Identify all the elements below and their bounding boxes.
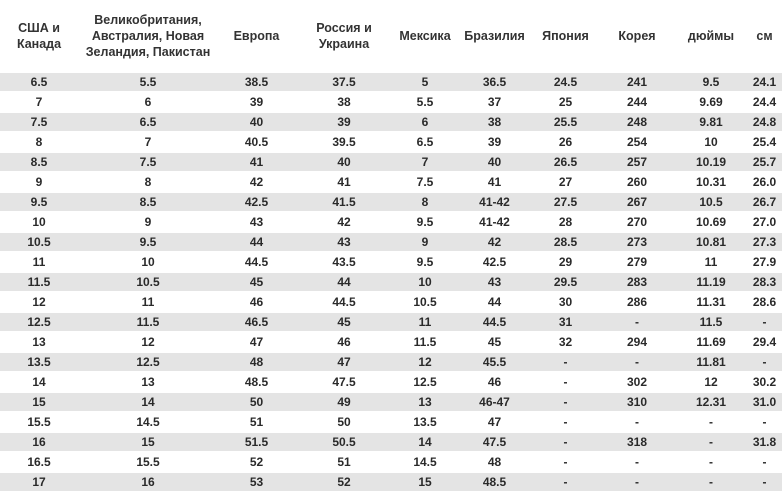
cell-mexico: 12: [393, 352, 457, 372]
cell-usa-canada: 9: [0, 172, 78, 192]
cell-uk: 11.5: [78, 312, 218, 332]
cell-usa-canada: 10.5: [0, 232, 78, 252]
header-japan: Япония: [532, 0, 599, 72]
cell-europe: 39: [218, 92, 295, 112]
cell-korea: -: [599, 412, 675, 432]
cell-europe: 51.5: [218, 432, 295, 452]
cell-mexico: 6: [393, 112, 457, 132]
cell-russia-ukraine: 43.5: [295, 252, 393, 272]
cell-cm: 27.3: [747, 232, 782, 252]
table-row: [0, 312, 782, 332]
cell-korea: 244: [599, 92, 675, 112]
cell-japan: 26: [532, 132, 599, 152]
cell-uk: 5.5: [78, 72, 218, 92]
table-row: [0, 432, 782, 452]
table-row: [0, 332, 782, 352]
cell-inches: 11.19: [675, 272, 747, 292]
cell-mexico: 9.5: [393, 252, 457, 272]
table-row: [0, 452, 782, 472]
cell-korea: 260: [599, 172, 675, 192]
cell-inches: 9.81: [675, 112, 747, 132]
cell-mexico: 14.5: [393, 452, 457, 472]
cell-uk: 6.5: [78, 112, 218, 132]
header-inches: дюймы: [675, 0, 747, 72]
cell-japan: 31: [532, 312, 599, 332]
cell-korea: 302: [599, 372, 675, 392]
cell-korea: 318: [599, 432, 675, 452]
cell-usa-canada: 17: [0, 472, 78, 491]
cell-inches: 9.5: [675, 72, 747, 92]
table-row: [0, 292, 782, 312]
cell-brazil: 48.5: [457, 472, 532, 491]
cell-japan: -: [532, 432, 599, 452]
cell-usa-canada: 6.5: [0, 72, 78, 92]
cell-cm: 24.4: [747, 92, 782, 112]
cell-uk: 16: [78, 472, 218, 491]
header-europe: Европа: [218, 0, 295, 72]
cell-inches: 12.31: [675, 392, 747, 412]
cell-uk: 15: [78, 432, 218, 452]
cell-usa-canada: 11.5: [0, 272, 78, 292]
header-mexico: Мексика: [393, 0, 457, 72]
cell-mexico: 5.5: [393, 92, 457, 112]
table-row: [0, 192, 782, 212]
cell-usa-canada: 14: [0, 372, 78, 392]
cell-russia-ukraine: 37.5: [295, 72, 393, 92]
table-header: [0, 0, 782, 72]
cell-japan: 26.5: [532, 152, 599, 172]
cell-europe: 45: [218, 272, 295, 292]
cell-brazil: 39: [457, 132, 532, 152]
cell-inches: -: [675, 452, 747, 472]
cell-mexico: 11: [393, 312, 457, 332]
cell-cm: 25.4: [747, 132, 782, 152]
cell-cm: 27.9: [747, 252, 782, 272]
cell-japan: -: [532, 392, 599, 412]
cell-usa-canada: 13.5: [0, 352, 78, 372]
cell-brazil: 46: [457, 372, 532, 392]
header-brazil: Бразилия: [457, 0, 532, 72]
cell-uk: 8.5: [78, 192, 218, 212]
cell-inches: 10.69: [675, 212, 747, 232]
cell-mexico: 14: [393, 432, 457, 452]
table-row: [0, 152, 782, 172]
header-usa-canada: США и Канада: [0, 0, 78, 72]
cell-korea: -: [599, 352, 675, 372]
cell-europe: 53: [218, 472, 295, 491]
cell-japan: 25.5: [532, 112, 599, 132]
header-korea: Корея: [599, 0, 675, 72]
cell-cm: 29.4: [747, 332, 782, 352]
cell-inches: -: [675, 412, 747, 432]
cell-japan: 32: [532, 332, 599, 352]
cell-europe: 42.5: [218, 192, 295, 212]
header-uk-australia-nz-pakistan: Великобритания, Австралия, Новая Зеландия, Пакистан: [78, 0, 218, 72]
cell-inches: 11: [675, 252, 747, 272]
cell-europe: 41: [218, 152, 295, 172]
cell-usa-canada: 8: [0, 132, 78, 152]
cell-russia-ukraine: 51: [295, 452, 393, 472]
cell-uk: 6: [78, 92, 218, 112]
cell-inches: -: [675, 472, 747, 491]
cell-europe: 40: [218, 112, 295, 132]
cell-mexico: 10.5: [393, 292, 457, 312]
cell-brazil: 45: [457, 332, 532, 352]
cell-cm: -: [747, 312, 782, 332]
table-row: [0, 72, 782, 92]
cell-inches: 10.31: [675, 172, 747, 192]
cell-europe: 46: [218, 292, 295, 312]
cell-uk: 11: [78, 292, 218, 312]
cell-japan: -: [532, 472, 599, 491]
cell-cm: -: [747, 472, 782, 491]
cell-inches: -: [675, 432, 747, 452]
cell-europe: 40.5: [218, 132, 295, 152]
cell-mexico: 5: [393, 72, 457, 92]
cell-korea: 273: [599, 232, 675, 252]
cell-inches: 11.31: [675, 292, 747, 312]
cell-cm: 28.6: [747, 292, 782, 312]
cell-korea: 267: [599, 192, 675, 212]
header-row: [0, 0, 782, 72]
cell-brazil: 48: [457, 452, 532, 472]
cell-korea: -: [599, 312, 675, 332]
cell-mexico: 6.5: [393, 132, 457, 152]
cell-brazil: 47: [457, 412, 532, 432]
cell-japan: -: [532, 452, 599, 472]
cell-cm: 24.1: [747, 72, 782, 92]
cell-korea: 257: [599, 152, 675, 172]
cell-cm: 25.7: [747, 152, 782, 172]
cell-russia-ukraine: 46: [295, 332, 393, 352]
cell-mexico: 11.5: [393, 332, 457, 352]
cell-inches: 12: [675, 372, 747, 392]
cell-japan: 29.5: [532, 272, 599, 292]
table-row: [0, 272, 782, 292]
cell-mexico: 7: [393, 152, 457, 172]
table-row: [0, 212, 782, 232]
cell-korea: -: [599, 452, 675, 472]
header-russia-ukraine: Россия и Украина: [295, 0, 393, 72]
cell-brazil: 45.5: [457, 352, 532, 372]
cell-europe: 51: [218, 412, 295, 432]
cell-brazil: 42: [457, 232, 532, 252]
cell-japan: -: [532, 372, 599, 392]
cell-japan: -: [532, 412, 599, 432]
cell-uk: 12.5: [78, 352, 218, 372]
table-row: [0, 132, 782, 152]
cell-europe: 43: [218, 212, 295, 232]
cell-uk: 9.5: [78, 232, 218, 252]
table-row: [0, 472, 782, 491]
table-row: [0, 92, 782, 112]
cell-inches: 10: [675, 132, 747, 152]
cell-uk: 8: [78, 172, 218, 192]
cell-uk: 15.5: [78, 452, 218, 472]
cell-korea: 241: [599, 72, 675, 92]
cell-russia-ukraine: 44: [295, 272, 393, 292]
cell-uk: 10.5: [78, 272, 218, 292]
cell-cm: 28.3: [747, 272, 782, 292]
cell-brazil: 47.5: [457, 432, 532, 452]
table-body: [0, 72, 782, 491]
cell-cm: 26.7: [747, 192, 782, 212]
cell-cm: -: [747, 412, 782, 432]
cell-korea: 254: [599, 132, 675, 152]
cell-europe: 44: [218, 232, 295, 252]
cell-europe: 52: [218, 452, 295, 472]
cell-europe: 48: [218, 352, 295, 372]
cell-usa-canada: 10: [0, 212, 78, 232]
cell-usa-canada: 11: [0, 252, 78, 272]
cell-japan: -: [532, 352, 599, 372]
cell-korea: 283: [599, 272, 675, 292]
cell-russia-ukraine: 50: [295, 412, 393, 432]
cell-mexico: 7.5: [393, 172, 457, 192]
cell-russia-ukraine: 41.5: [295, 192, 393, 212]
cell-cm: 30.2: [747, 372, 782, 392]
cell-russia-ukraine: 49: [295, 392, 393, 412]
cell-brazil: 43: [457, 272, 532, 292]
cell-inches: 9.69: [675, 92, 747, 112]
cell-europe: 47: [218, 332, 295, 352]
cell-europe: 42: [218, 172, 295, 192]
cell-japan: 29: [532, 252, 599, 272]
cell-usa-canada: 13: [0, 332, 78, 352]
cell-usa-canada: 7: [0, 92, 78, 112]
cell-brazil: 44: [457, 292, 532, 312]
cell-brazil: 44.5: [457, 312, 532, 332]
cell-inches: 11.69: [675, 332, 747, 352]
cell-europe: 50: [218, 392, 295, 412]
cell-mexico: 9: [393, 232, 457, 252]
cell-brazil: 41-42: [457, 212, 532, 232]
table-row: [0, 252, 782, 272]
cell-japan: 28.5: [532, 232, 599, 252]
cell-brazil: 42.5: [457, 252, 532, 272]
cell-brazil: 40: [457, 152, 532, 172]
cell-inches: 10.19: [675, 152, 747, 172]
cell-uk: 13: [78, 372, 218, 392]
cell-japan: 30: [532, 292, 599, 312]
cell-japan: 27: [532, 172, 599, 192]
table-row: [0, 412, 782, 432]
cell-russia-ukraine: 45: [295, 312, 393, 332]
cell-brazil: 36.5: [457, 72, 532, 92]
cell-inches: 10.5: [675, 192, 747, 212]
cell-brazil: 41-42: [457, 192, 532, 212]
cell-mexico: 13: [393, 392, 457, 412]
cell-usa-canada: 15: [0, 392, 78, 412]
cell-europe: 38.5: [218, 72, 295, 92]
cell-uk: 14: [78, 392, 218, 412]
cell-japan: 24.5: [532, 72, 599, 92]
cell-cm: 31.0: [747, 392, 782, 412]
cell-mexico: 15: [393, 472, 457, 491]
cell-russia-ukraine: 39.5: [295, 132, 393, 152]
cell-brazil: 41: [457, 172, 532, 192]
cell-brazil: 37: [457, 92, 532, 112]
cell-usa-canada: 9.5: [0, 192, 78, 212]
cell-usa-canada: 12.5: [0, 312, 78, 332]
cell-korea: -: [599, 472, 675, 491]
cell-inches: 10.81: [675, 232, 747, 252]
cell-russia-ukraine: 47.5: [295, 372, 393, 392]
cell-uk: 14.5: [78, 412, 218, 432]
cell-russia-ukraine: 42: [295, 212, 393, 232]
table-row: [0, 232, 782, 252]
cell-cm: 24.8: [747, 112, 782, 132]
cell-usa-canada: 16.5: [0, 452, 78, 472]
cell-mexico: 10: [393, 272, 457, 292]
cell-europe: 44.5: [218, 252, 295, 272]
cell-europe: 46.5: [218, 312, 295, 332]
cell-russia-ukraine: 47: [295, 352, 393, 372]
cell-uk: 9: [78, 212, 218, 232]
cell-usa-canada: 16: [0, 432, 78, 452]
cell-japan: 28: [532, 212, 599, 232]
cell-mexico: 9.5: [393, 212, 457, 232]
cell-japan: 25: [532, 92, 599, 112]
cell-cm: -: [747, 452, 782, 472]
cell-mexico: 8: [393, 192, 457, 212]
cell-korea: 279: [599, 252, 675, 272]
cell-russia-ukraine: 44.5: [295, 292, 393, 312]
cell-inches: 11.5: [675, 312, 747, 332]
cell-usa-canada: 7.5: [0, 112, 78, 132]
cell-cm: 27.0: [747, 212, 782, 232]
cell-usa-canada: 12: [0, 292, 78, 312]
cell-brazil: 38: [457, 112, 532, 132]
cell-cm: 26.0: [747, 172, 782, 192]
cell-russia-ukraine: 50.5: [295, 432, 393, 452]
cell-mexico: 13.5: [393, 412, 457, 432]
cell-russia-ukraine: 38: [295, 92, 393, 112]
cell-usa-canada: 8.5: [0, 152, 78, 172]
cell-uk: 7: [78, 132, 218, 152]
cell-russia-ukraine: 39: [295, 112, 393, 132]
header-cm: см: [747, 0, 782, 72]
cell-usa-canada: 15.5: [0, 412, 78, 432]
cell-uk: 10: [78, 252, 218, 272]
table-row: [0, 352, 782, 372]
cell-korea: 248: [599, 112, 675, 132]
cell-korea: 294: [599, 332, 675, 352]
cell-korea: 286: [599, 292, 675, 312]
cell-uk: 12: [78, 332, 218, 352]
cell-korea: 270: [599, 212, 675, 232]
cell-russia-ukraine: 40: [295, 152, 393, 172]
cell-uk: 7.5: [78, 152, 218, 172]
cell-japan: 27.5: [532, 192, 599, 212]
cell-brazil: 46-47: [457, 392, 532, 412]
cell-cm: -: [747, 352, 782, 372]
table-row: [0, 112, 782, 132]
cell-cm: 31.8: [747, 432, 782, 452]
cell-russia-ukraine: 41: [295, 172, 393, 192]
cell-korea: 310: [599, 392, 675, 412]
cell-mexico: 12.5: [393, 372, 457, 392]
cell-inches: 11.81: [675, 352, 747, 372]
table-row: [0, 392, 782, 412]
cell-russia-ukraine: 43: [295, 232, 393, 252]
table-row: [0, 372, 782, 392]
table-row: [0, 172, 782, 192]
cell-russia-ukraine: 52: [295, 472, 393, 491]
cell-europe: 48.5: [218, 372, 295, 392]
